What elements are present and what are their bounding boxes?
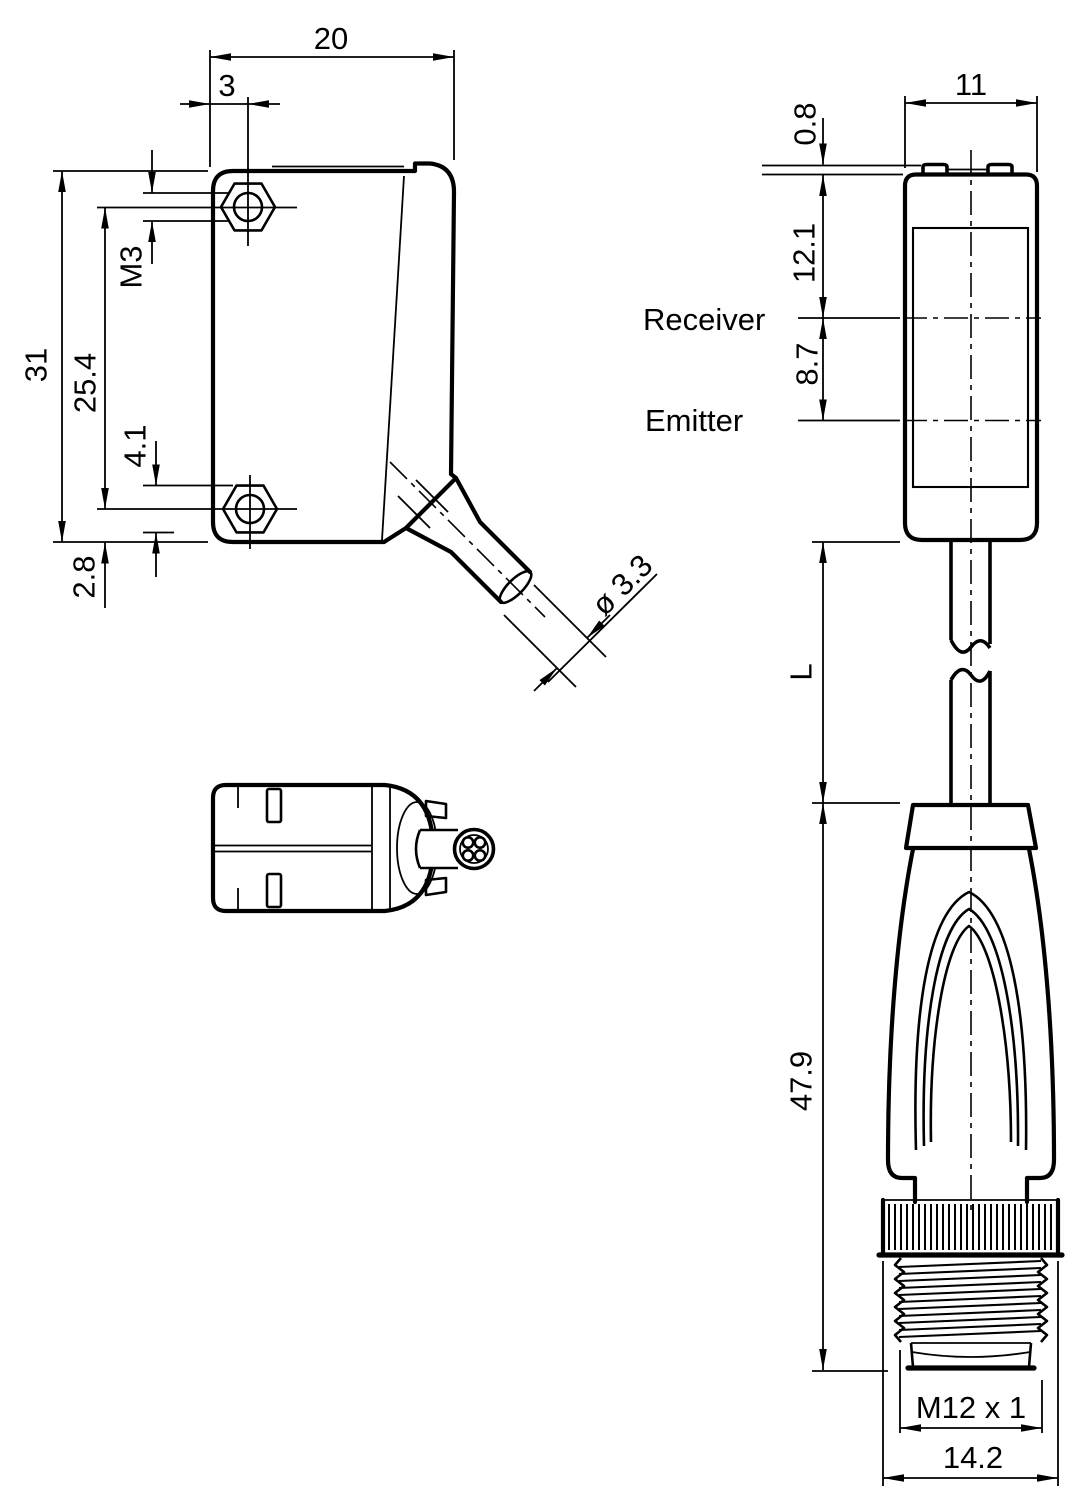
label-receiver: Receiver <box>643 302 766 337</box>
conductor <box>475 837 485 847</box>
tip-chamfer <box>911 1343 1031 1357</box>
mounting-slot <box>267 789 281 822</box>
dim-connector-length: 47.9 <box>783 1050 819 1112</box>
top-view <box>213 785 494 911</box>
dim-arrow <box>534 668 557 691</box>
inner-edge-line <box>382 176 404 540</box>
dim-front-width: 20 <box>313 21 349 56</box>
thread-right-edge <box>1038 1258 1047 1342</box>
extension-lines-side <box>762 96 1058 1486</box>
dim-front-thread: M3 <box>113 245 149 289</box>
side-view <box>643 67 1062 1486</box>
boot-hatch-lines <box>398 480 448 528</box>
dim-connector-width: 14.2 <box>942 1440 1004 1475</box>
label-emitter: Emitter <box>645 403 744 438</box>
dim-side-receiver-offset: 12.1 <box>786 222 822 284</box>
cable-centerline <box>390 462 545 617</box>
dim-front-nut-width: 4.1 <box>117 424 153 468</box>
extension-lines-front <box>53 50 454 542</box>
dim-front-hole-spacing: 25.4 <box>67 352 103 414</box>
conductor <box>463 837 473 847</box>
dim-side-depth: 11 <box>954 67 988 102</box>
dim-side-cover: 0.8 <box>787 102 823 146</box>
dim-front-height: 31 <box>18 347 54 383</box>
conductor <box>475 850 485 860</box>
hole-centerlines <box>97 97 297 549</box>
conductor <box>463 850 473 860</box>
front-view <box>19 21 660 691</box>
knurl-lines <box>889 1204 1051 1250</box>
mounting-slot <box>267 874 281 907</box>
thread-lines <box>899 1261 1041 1337</box>
dim-side-emitter-spacing: 8.7 <box>789 342 825 386</box>
dim-cable-length: L <box>783 663 819 681</box>
top-view-outline <box>213 785 433 911</box>
top-view-edges <box>213 786 390 910</box>
dim-front-bottom: 2.8 <box>66 555 102 599</box>
dim-connector-thread: M12 x 1 <box>915 1390 1027 1425</box>
dim-front-hole-offset: 3 <box>218 68 236 103</box>
dim-cable-diameter: ø 3.3 <box>584 547 660 623</box>
